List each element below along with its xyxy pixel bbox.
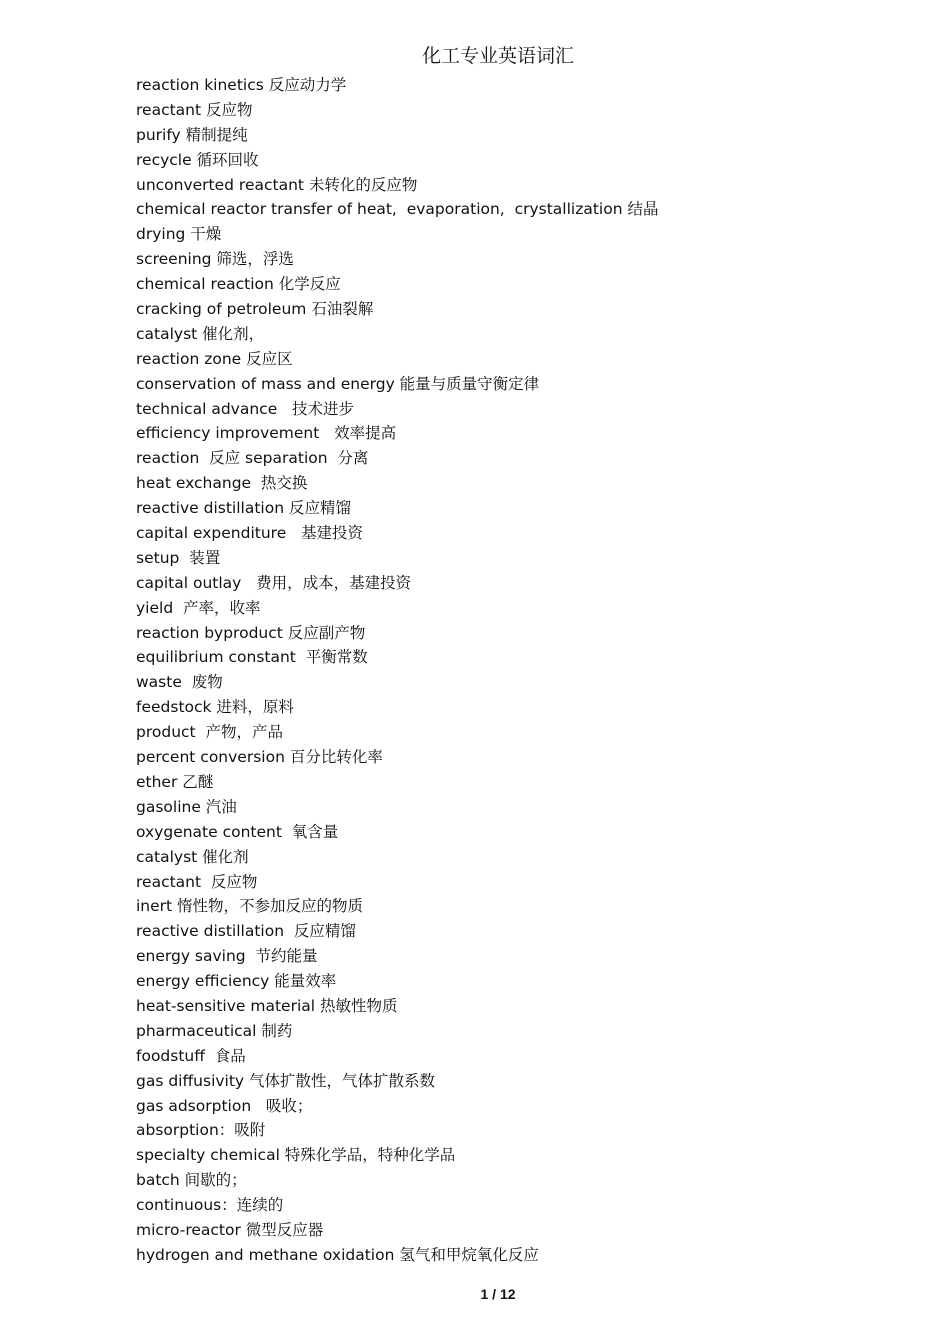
vocabulary-entry: [136, 421, 856, 446]
vocabulary-entry: [136, 471, 856, 496]
vocabulary-entry: [136, 1044, 856, 1069]
vocabulary-entry: [136, 123, 856, 148]
vocabulary-entry-text: waste 废物: [136, 673, 223, 692]
vocabulary-entry: [136, 1168, 856, 1193]
vocabulary-entry-text: catalyst 催化剂: [136, 847, 249, 866]
vocabulary-entry: [136, 272, 856, 297]
vocabulary-entry: [136, 521, 856, 546]
vocabulary-entry: [136, 1243, 856, 1268]
vocabulary-entry-text: screening 筛选，浮选: [136, 250, 294, 269]
vocabulary-entry: [136, 446, 856, 471]
vocabulary-entry-text: efficiency improvement 效率提高: [136, 424, 397, 443]
vocabulary-entry: [136, 247, 856, 272]
vocabulary-entry-text: pharmaceutical 制药: [136, 1021, 293, 1040]
vocabulary-entry-text: gasoline 汽油: [136, 797, 237, 816]
vocabulary-entry-text: gas adsorption 吸收；: [136, 1096, 313, 1115]
vocabulary-entry: [136, 347, 856, 372]
vocabulary-entry: [136, 621, 856, 646]
vocabulary-entry-text: batch 间歇的；: [136, 1171, 247, 1190]
vocabulary-entry-text: feedstock 进料，原料: [136, 698, 294, 717]
vocabulary-entry-text: reaction zone 反应区: [136, 349, 293, 368]
page-title: 化工专业英语词汇: [421, 45, 574, 67]
vocabulary-entry: [136, 372, 856, 397]
vocabulary-entry: [136, 571, 856, 596]
vocabulary-entry: [136, 770, 856, 795]
vocabulary-entry: [136, 73, 856, 98]
vocabulary-entry: [136, 944, 856, 969]
vocabulary-entry-text: yield 产率，收率: [136, 598, 261, 617]
vocabulary-entry-text: drying 干燥: [136, 225, 222, 244]
page-number: 1 / 12: [480, 1286, 516, 1302]
vocabulary-entry: [136, 894, 856, 919]
vocabulary-entry-text: heat-sensitive material 热敏性物质: [136, 996, 398, 1015]
vocabulary-entry: [136, 1019, 856, 1044]
vocabulary-entry: [136, 720, 856, 745]
vocabulary-entry: [136, 297, 856, 322]
vocabulary-entry-text: conservation of mass and energy 能量与质量守衡定律: [136, 374, 540, 393]
vocabulary-entry-text: chemical reaction 化学反应: [136, 275, 341, 294]
vocabulary-entry: [136, 695, 856, 720]
vocabulary-entry-text: micro-reactor 微型反应器: [136, 1220, 324, 1239]
vocabulary-entry: [136, 546, 856, 571]
vocabulary-entry-text: gas diffusivity 气体扩散性，气体扩散系数: [136, 1071, 436, 1090]
vocabulary-entry-text: continuous：连续的: [136, 1196, 284, 1215]
vocabulary-entry-text: chemical reactor transfer of heat, evaporation, crystallization 结晶: [136, 200, 659, 219]
vocabulary-entry-text: cracking of petroleum 石油裂解: [136, 300, 374, 319]
vocabulary-entry: [136, 596, 856, 621]
vocabulary-entry-text: technical advance 技术进步: [136, 399, 355, 418]
vocabulary-entry: [136, 919, 856, 944]
vocabulary-entry-text: energy saving 节约能量: [136, 947, 318, 966]
vocabulary-entry-text: energy efficiency 能量效率: [136, 972, 337, 991]
vocabulary-entry-text: ether 乙醚: [136, 772, 214, 791]
vocabulary-entry-text: capital outlay 费用，成本，基建投资: [136, 573, 412, 592]
vocabulary-entry: [136, 969, 856, 994]
vocabulary-entry-text: setup 装置: [136, 548, 221, 567]
vocabulary-entry-text: oxygenate content 氧含量: [136, 822, 339, 841]
vocabulary-entry: [136, 795, 856, 820]
vocabulary-entry-text: product 产物，产品: [136, 723, 283, 742]
vocabulary-entry: [136, 496, 856, 521]
vocabulary-entry-text: absorption：吸附: [136, 1121, 266, 1140]
vocabulary-entry-text: reaction kinetics 反应动力学: [136, 76, 347, 94]
vocabulary-entry-text: reactant 反应物: [136, 872, 258, 891]
vocabulary-entry: [136, 745, 856, 770]
vocabulary-entry-text: inert 惰性物，不参加反应的物质: [136, 897, 364, 916]
vocabulary-entry-text: reaction 反应 separation 分离: [136, 449, 369, 468]
vocabulary-entry-text: catalyst 催化剂，: [136, 324, 265, 343]
vocabulary-entry: [136, 1193, 856, 1218]
vocabulary-entry-text: capital expenditure 基建投资: [136, 524, 364, 543]
vocabulary-entry: [136, 322, 856, 347]
vocabulary-entry: [136, 994, 856, 1019]
vocabulary-entry: [136, 1218, 856, 1243]
vocabulary-entry: [136, 670, 856, 695]
vocabulary-entry: [136, 148, 856, 173]
vocabulary-entry: [136, 222, 856, 247]
vocabulary-entry-text: recycle 循环回收: [136, 150, 259, 169]
vocabulary-entry: [136, 98, 856, 123]
vocabulary-entry: [136, 1094, 856, 1119]
vocabulary-entry: [136, 845, 856, 870]
vocabulary-entry-text: reactive distillation 反应精馏: [136, 922, 356, 941]
vocabulary-list: [136, 73, 856, 1268]
vocabulary-entry-text: purify 精制提纯: [136, 125, 248, 144]
vocabulary-entry: [136, 1069, 856, 1094]
vocabulary-entry: [136, 820, 856, 845]
vocabulary-entry: [136, 1143, 856, 1168]
vocabulary-entry: [136, 197, 856, 222]
vocabulary-entry-text: hydrogen and methane oxidation 氢气和甲烷氧化反应: [136, 1245, 539, 1264]
vocabulary-entry: [136, 870, 856, 895]
vocabulary-entry: [136, 645, 856, 670]
vocabulary-entry: [136, 1118, 856, 1143]
vocabulary-entry-text: heat exchange 热交换: [136, 474, 308, 493]
vocabulary-entry-text: equilibrium constant 平衡常数: [136, 648, 368, 667]
vocabulary-entry-text: reactive distillation 反应精馏: [136, 499, 351, 518]
vocabulary-entry-text: reaction byproduct 反应副产物: [136, 623, 366, 642]
vocabulary-entry: [136, 397, 856, 422]
vocabulary-entry-text: unconverted reactant 未转化的反应物: [136, 175, 418, 194]
vocabulary-entry-text: percent conversion 百分比转化率: [136, 748, 383, 767]
vocabulary-entry: [136, 173, 856, 198]
vocabulary-entry-text: specialty chemical 特殊化学品，特种化学品: [136, 1146, 456, 1165]
vocabulary-entry-text: reactant 反应物: [136, 100, 253, 119]
vocabulary-entry-text: foodstuff 食品: [136, 1046, 246, 1065]
